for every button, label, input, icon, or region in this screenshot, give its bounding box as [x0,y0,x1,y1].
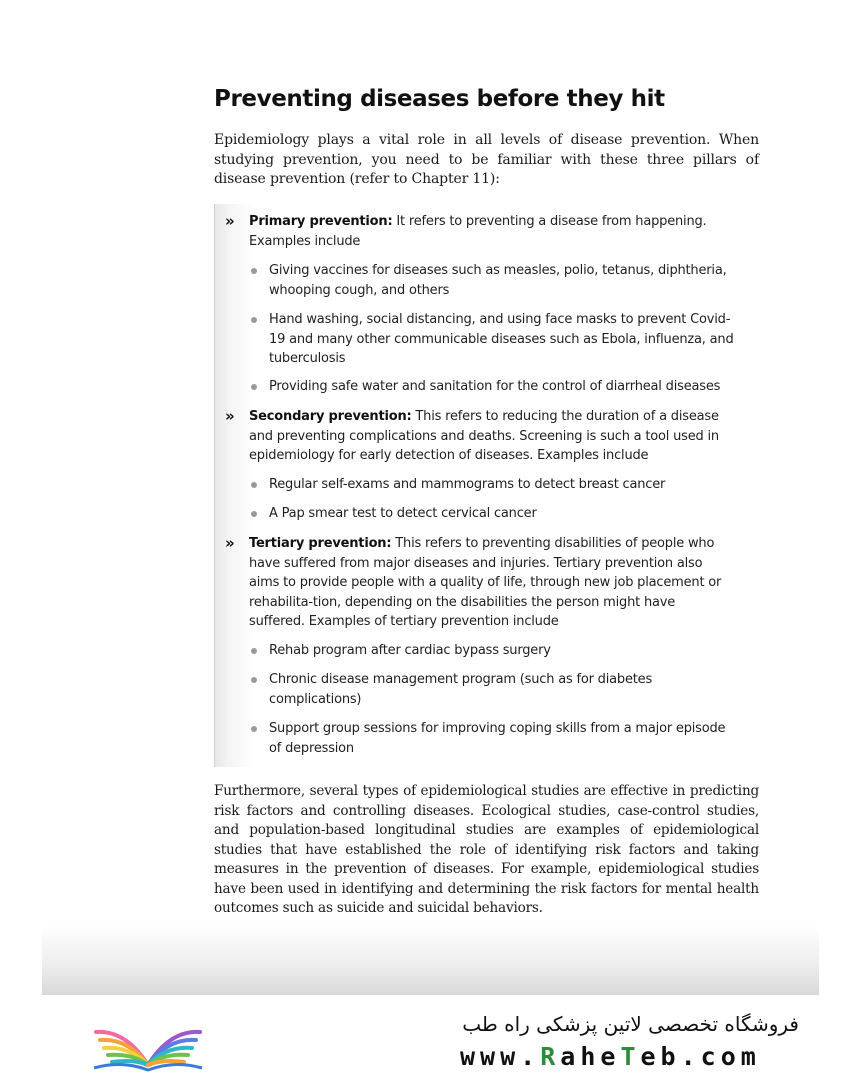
secondary-text: This refers to reducing the duration of a disease and preventing complications and deaths. Screening is such a tool used in epidemiology for early detection of diseases. Examples include [249,409,719,463]
bullet-dot-icon [251,677,257,683]
bullet-dot-icon [251,268,257,274]
list-item-tertiary [227,534,732,632]
double-chevron-icon: » [225,407,235,425]
closing-paragraph: Furthermore, several types of epidemiological studies are effective in predicting risk factors and controlling diseases. Ecological studies, case-control studies, and population-based longitudinal studies are examples of epidemiological studies that have established the role of identifying risk factors and taking measures in the prevention of diseases. For example, epidemiological studies have been used in identifying and determining the risk factors for mental health outcomes such as suicide and suicidal behaviors. [214,783,759,916]
sub-item: Giving vaccines for diseases such as measles, polio, tetanus, diphtheria, whooping cough, and others [247,261,737,300]
bullet-dot-icon [251,648,257,654]
double-chevron-icon: » [225,212,235,230]
bullet-dot-icon [251,726,257,732]
sub-item: Rehab program after cardiac bypass surgery [247,641,737,661]
sub-item: A Pap smear test to detect cervical cancer [247,504,737,524]
tertiary-text: This refers to preventing disabilities of people who have suffered from major diseases and injuries. Tertiary prevention also aims to provide people with a quality of life, through new job placement or rehabilita-tion, depending on the disabilities the person might have suffered. Examples of tertiary prevention include [249,536,722,629]
store-url[interactable]: www.RaheTeb.com [460,1042,761,1071]
secondary-label: Secondary prevention: [249,409,412,424]
sub-item: Chronic disease management program (such as for diabetes complications) [247,670,737,709]
sub-item: Regular self-exams and mammograms to detect breast cancer [247,475,737,495]
sub-item: Hand washing, social distancing, and using face masks to prevent Covid-19 and many other communicable diseases such as Ebola, influenza, and tuberculosis [247,310,737,369]
bullet-dot-icon [251,384,257,390]
bullet-dot-icon [251,482,257,488]
section-heading: Preventing diseases before they hit [214,86,665,112]
tertiary-label: Tertiary prevention: [249,536,392,551]
page-shadow [42,925,819,995]
book-logo-icon [86,1010,211,1075]
bullet-dot-icon [251,511,257,517]
prevention-list [214,204,755,767]
intro-paragraph: Epidemiology plays a vital role in all levels of disease prevention. When studying prevention, you need to be familiar with these three pillars of disease prevention (refer to Chapter 11): [214,132,759,187]
bullet-dot-icon [251,317,257,323]
list-item-primary [227,212,732,251]
primary-label: Primary prevention: [249,214,393,229]
double-chevron-icon: » [225,534,235,552]
primary-text: It refers to preventing a disease from happening. Examples include [249,214,707,249]
sub-item: Support group sessions for improving coping skills from a major episode of depression [247,719,737,758]
store-name: فروشگاه تخصصی لاتین پزشکی راه طب [462,1012,799,1036]
sub-item: Providing safe water and sanitation for the control of diarrheal diseases [247,377,737,397]
list-item-secondary [227,407,732,466]
